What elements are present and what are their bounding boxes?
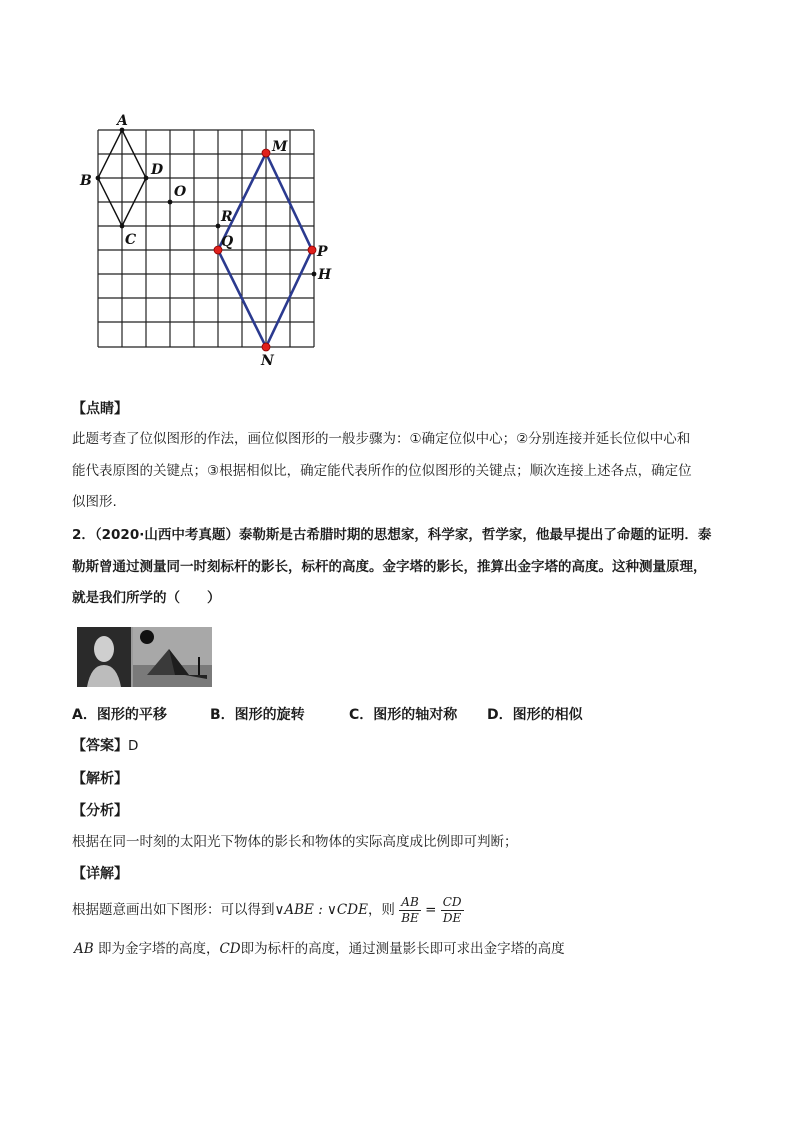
option-b-letter: B． [210, 707, 235, 723]
option-a-text: 图形的平移 [96, 707, 167, 723]
question-photo [77, 627, 212, 687]
last-cd: CD [219, 941, 241, 957]
label-p: P [317, 244, 328, 260]
frac-left-num: AB [399, 895, 421, 911]
option-c-letter: C． [349, 707, 374, 723]
label-b: B [80, 173, 92, 189]
question-line-3: 就是我们所学的（ ） [72, 590, 221, 606]
geometry-figure [70, 108, 340, 370]
label-a: A [117, 113, 128, 129]
answer-line [72, 736, 138, 756]
option-d-letter: D． [487, 707, 513, 723]
label-r: R [221, 209, 233, 225]
equals-sign: = [425, 902, 437, 918]
last-text-1: 即为金字塔的高度， [97, 941, 220, 957]
label-c: C [125, 232, 137, 248]
last-ab: AB [74, 941, 94, 957]
option-d [487, 705, 583, 725]
dianjing-line-3: 似图形. [72, 494, 117, 510]
detail-line [72, 889, 464, 931]
last-line [74, 939, 565, 959]
label-h: H [318, 267, 332, 283]
dianjing-line-2: 能代表原图的关键点；③根据相似比，确定能代表所作的位似图形的关键点；顺次连接上述各点，确定位 [72, 463, 692, 479]
fenxi-text: 根据在同一时刻的太阳光下物体的影长和物体的实际高度成比例即可判断； [72, 834, 518, 850]
label-q: Q [221, 234, 234, 250]
fenxi-heading: 【分析】 [72, 803, 128, 819]
label-o: O [174, 184, 187, 200]
question-line-2: 勒斯曾通过测量同一时刻标杆的影长，标杆的高度。金字塔的影长，推算出金字塔的高度。这种测量原理， [72, 559, 707, 575]
detail-prefix: 根据题意画出如下图形：可以得到 [72, 902, 275, 918]
option-b [210, 705, 305, 725]
option-a [72, 705, 167, 725]
xiangjie-heading: 【详解】 [72, 866, 128, 882]
answer-heading: 【答案】 [72, 738, 128, 754]
frac-right-num: CD [442, 894, 462, 909]
jiexi-heading: 【解析】 [72, 771, 128, 787]
label-n: N [261, 353, 274, 369]
dianjing-heading: 【点睛】 [72, 401, 128, 417]
last-text-2: 即为标杆的高度，通过测量影长即可求出金字塔的高度 [240, 941, 565, 957]
frac-right-den: DE [442, 910, 462, 925]
option-d-text: 图形的相似 [512, 707, 583, 723]
fraction-cd-de [441, 895, 464, 926]
detail-mid: ，则 [367, 902, 395, 918]
detail-similarity: ∨ABE : ∨CDE [274, 902, 368, 918]
dianjing-line-1: 此题考查了位似图形的作法，画位似图形的一般步骤为：①确定位似中心；②分别连接并延长位似中心和 [72, 431, 691, 447]
question-line-1: 2．（2020·山西中考真题）泰勒斯是古希腊时期的思想家，科学家，哲学家，他最早提出了命题的证明．泰 [72, 527, 712, 543]
answer-value: D [128, 738, 139, 754]
fraction-ab-be [399, 895, 421, 926]
option-c [349, 705, 457, 725]
frac-left-den: BE [401, 910, 419, 925]
label-d: D [151, 162, 164, 178]
photo-illustration [77, 627, 212, 687]
option-b-text: 图形的旋转 [234, 707, 305, 723]
option-a-letter: A． [72, 707, 97, 723]
label-m: M [272, 139, 288, 155]
option-c-text: 图形的轴对称 [373, 707, 458, 723]
